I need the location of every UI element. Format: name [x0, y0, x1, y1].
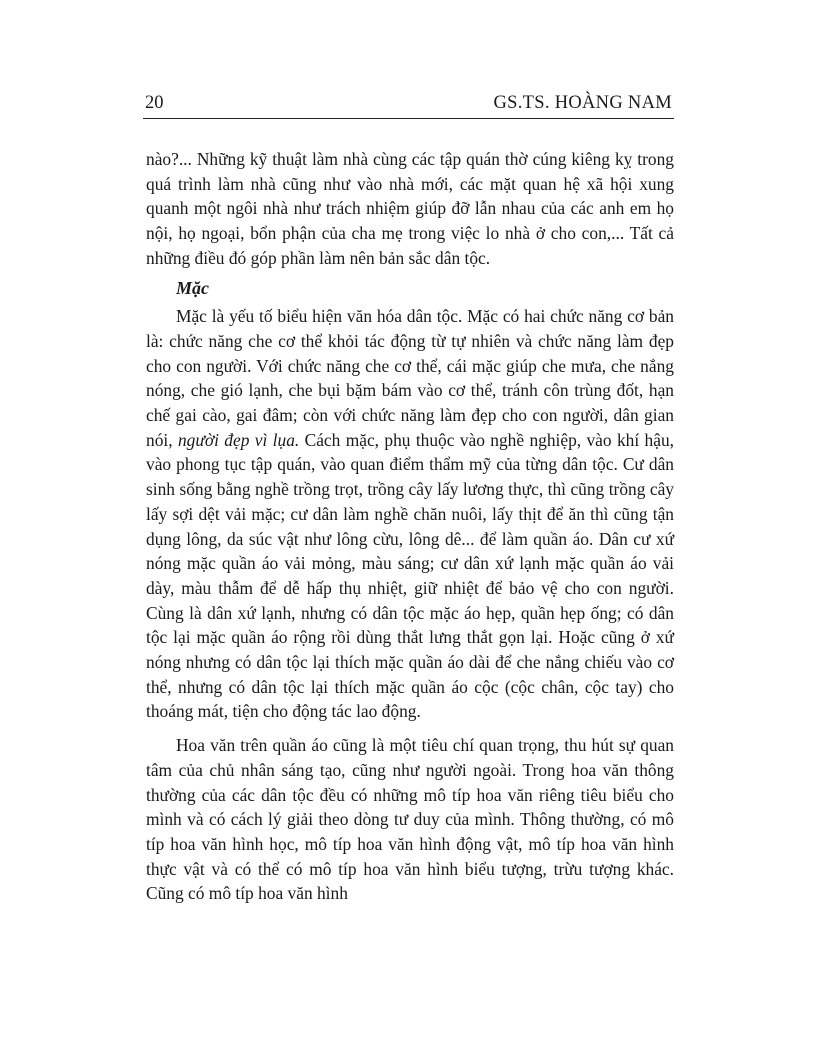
paragraph-patterns: Hoa văn trên quần áo cũng là một tiêu chí quan trọng, thu hút sự quan tâm của chủ nhân sáng tạo, cũng như người ngoài. Trong hoa văn thông thường của các dân tộc đều có những mô típ hoa văn riêng tiêu biểu cho mình và có cách lý giải theo dòng tư duy của mình. Thông thường, có mô típ hoa văn hình học, mô típ hoa văn hình động vật, mô típ hoa văn hình thực vật và có thể có mô típ hoa văn hình biểu tượng, trừu tượng khác. Cũng có mô típ hoa văn hình — [146, 735, 674, 904]
section-heading: Mặc — [176, 277, 209, 298]
paragraph-text: Mặc là yếu tố biểu hiện văn hóa dân tộc. Mặc có hai chức năng cơ bản là: chức năng che cơ thể khỏi tác động từ tự nhiên và chức năng làm đẹp cho con người. Với chức năng che cơ thể, cái mặc giúp che mưa, che nắng nóng, che gió lạnh, che bụi bặm bám vào cơ thể, tránh côn trùng đốt, hạn chế gai cào, gai đâm; còn với chức năng làm đẹp cho con người, dân gian nói, — [146, 306, 674, 450]
running-head-author: GS.TS. HOÀNG NAM — [493, 93, 672, 113]
page-body — [146, 147, 674, 906]
paragraph-text: Cách mặc, phụ thuộc vào nghề nghiệp, vào khí hậu, vào phong tục tập quán, vào quan điểm thẩm mỹ của từng dân tộc. Cư dân sinh sống bằng nghề trồng trọt, trồng cây lấy lương thực, thì cũng trồng cây lấy sợi dệt vải mặc; cư dân làm nghề chăn nuôi, lấy thịt để ăn thì cũng tận dụng lông, da súc vật như lông cừu, lông dê... để làm quần áo. Dân cư xứ nóng mặc quần áo vải mỏng, màu sáng; cư dân xứ lạnh mặc quần áo vải dày, màu thẫm để dễ hấp thụ nhiệt, giữ nhiệt để bảo vệ cho con người. Cùng là dân xứ lạnh, nhưng có dân tộc mặc áo hẹp, quần hẹp ống; có dân tộc lại mặc quần áo rộng rồi dùng thắt lưng thắt gọn lại. Hoặc cũng ở xứ nóng nhưng có dân tộc lại thích mặc quần áo dài để che nắng chiếu vào cơ thể, nhưng có dân tộc lại thích mặc quần áo cộc (cộc chân, cộc tay) cho thoáng mát, tiện cho động tác lao động. — [146, 429, 674, 722]
page-number: 20 — [145, 93, 164, 113]
italic-proverb: người đẹp vì lụa. — [177, 429, 300, 450]
paragraph-continuation: nào?... Những kỹ thuật làm nhà cùng các tập quán thờ cúng kiêng kỵ trong quá trình làm nhà cũng như vào nhà mới, các mặt quan hệ xã hội xung quanh một ngôi nhà như trách nhiệm giúp đỡ lẫn nhau của các anh em họ nội, họ ngoại, bổn phận của cha mẹ trong việc lo nhà ở cho con,... Tất cả những điều đó góp phần làm nên bản sắc dân tộc. — [146, 149, 674, 268]
page-header — [143, 90, 674, 119]
paragraph-clothing — [146, 304, 674, 724]
